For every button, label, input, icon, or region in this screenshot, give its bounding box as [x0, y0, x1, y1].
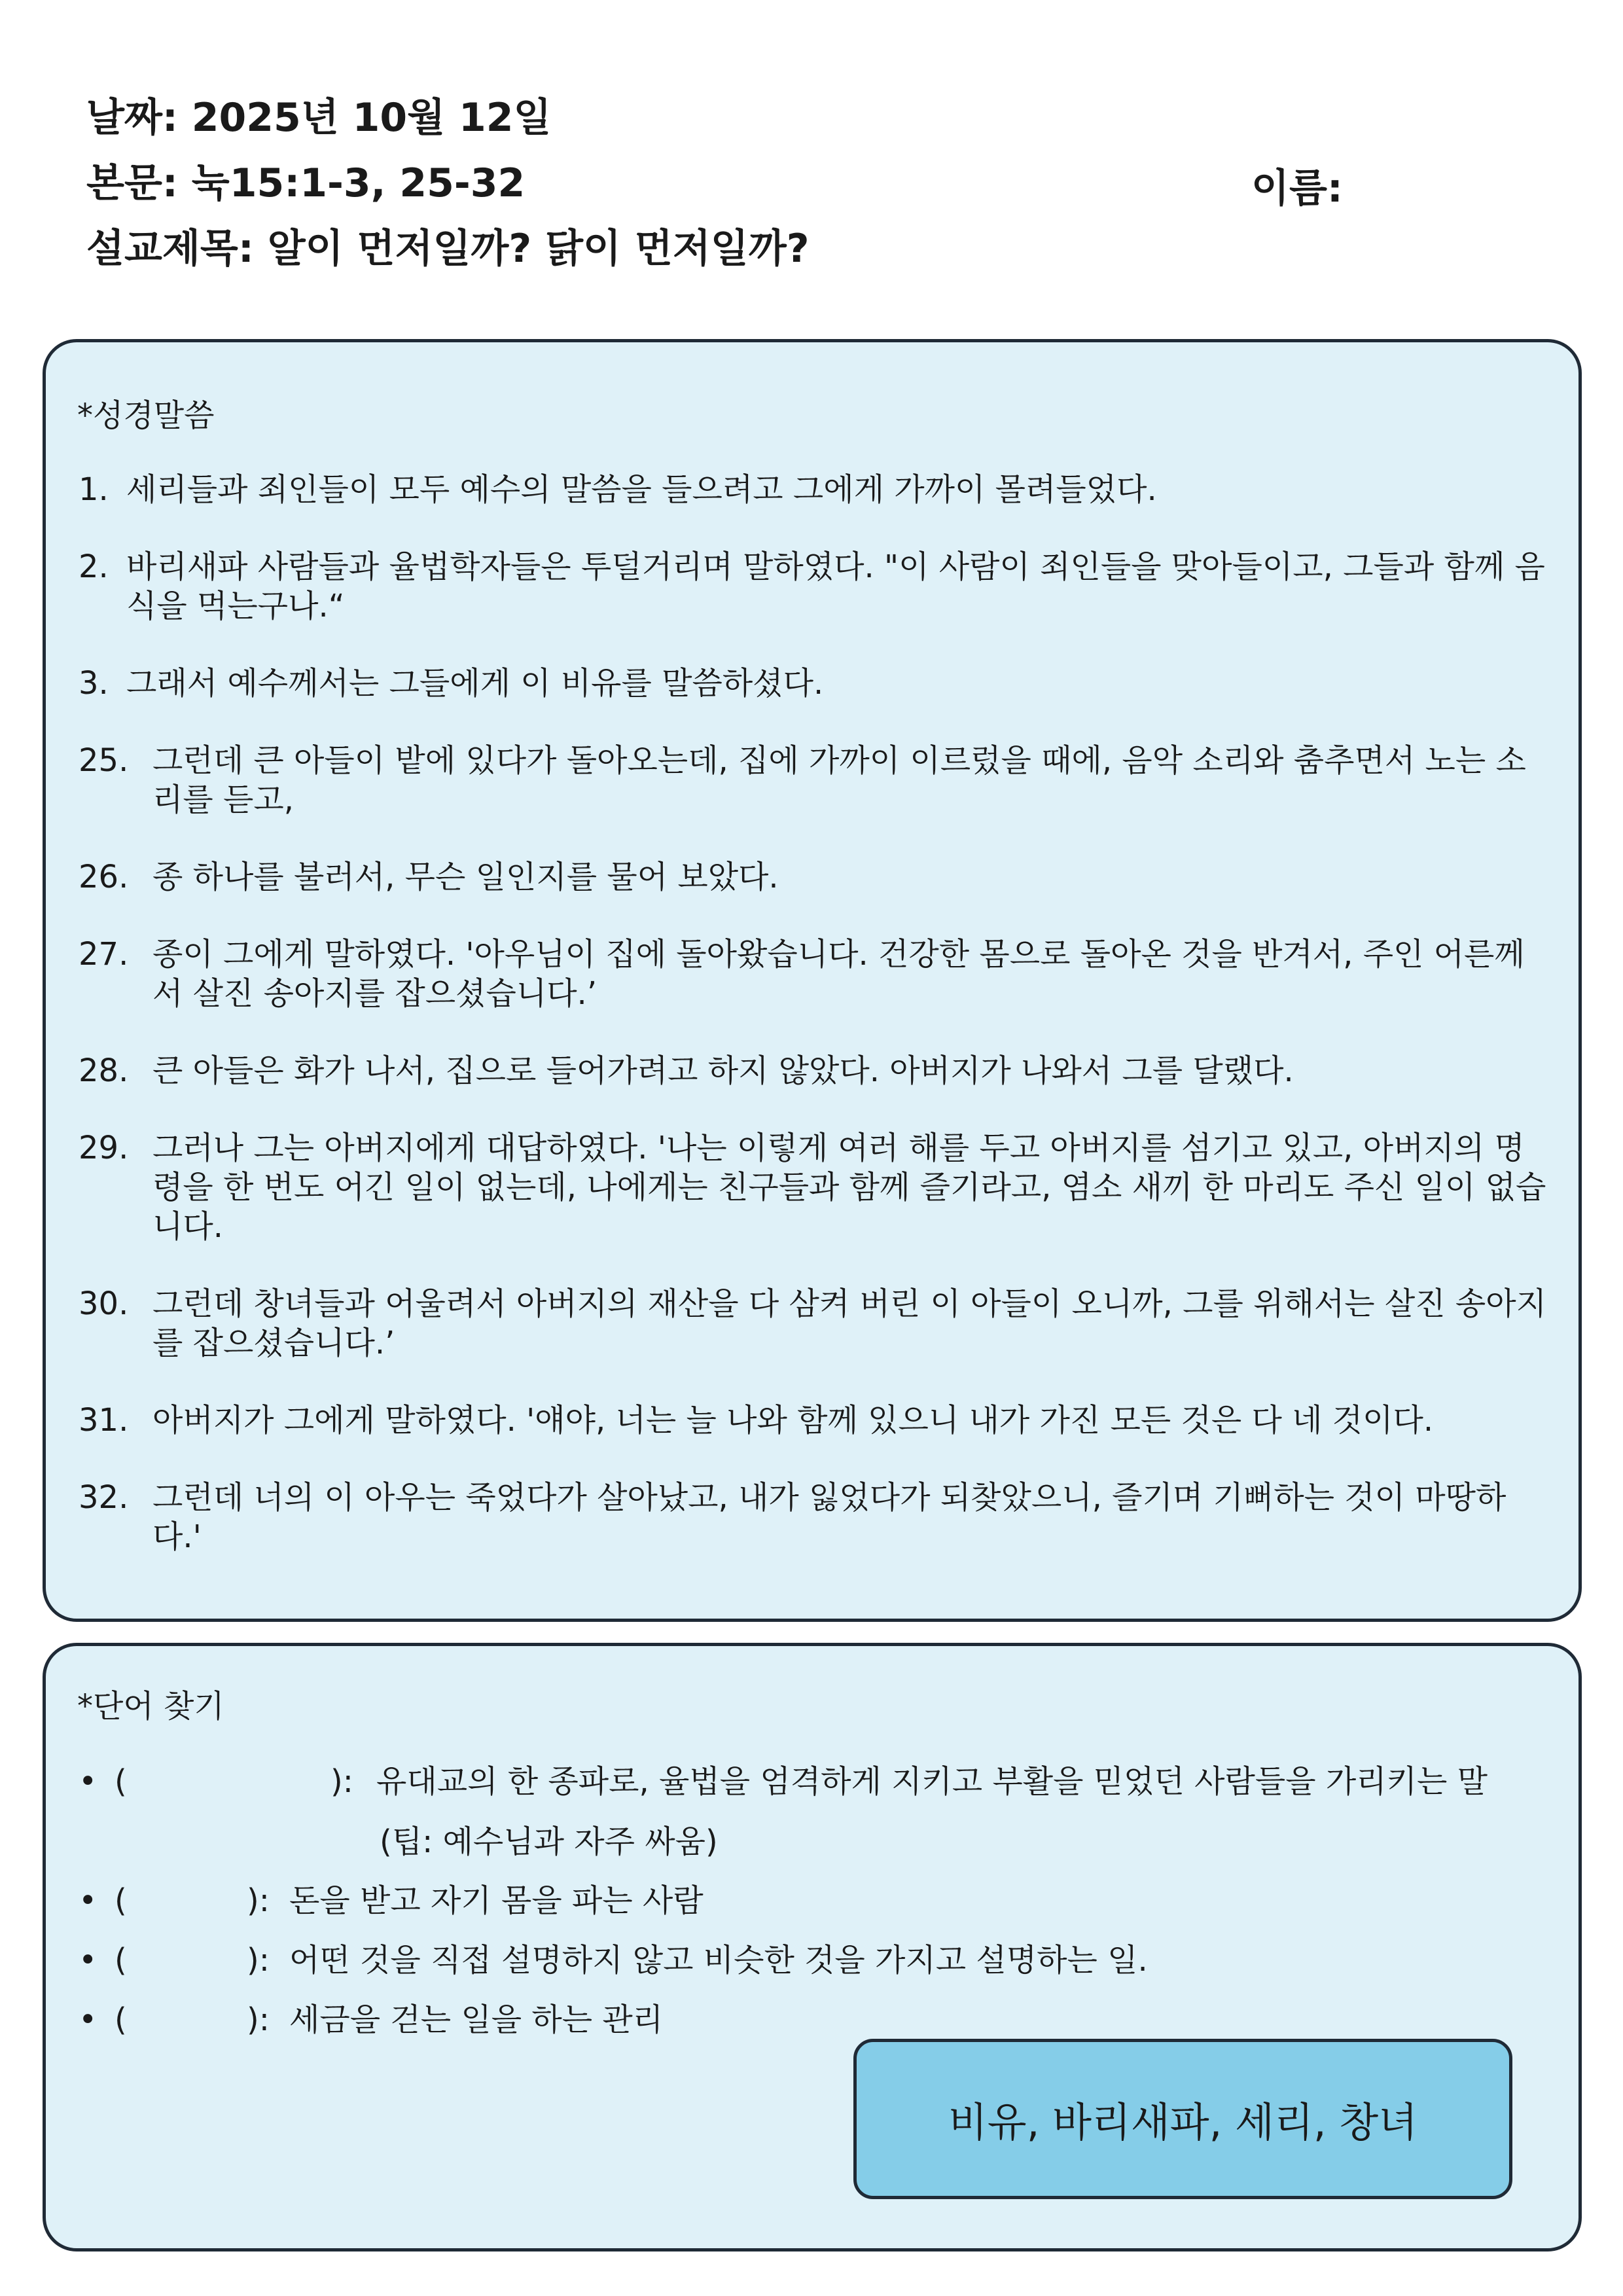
verse-item: [79, 664, 1551, 703]
bullet-icon: •: [79, 1942, 98, 1979]
verse-number: 2.: [79, 548, 109, 585]
vocab-item: [79, 1941, 1558, 1980]
date-line: 날짜: 2025년 10월 12일: [86, 95, 552, 141]
vocab-item: [79, 1881, 1558, 1920]
blank-open-paren: (: [115, 1763, 127, 1800]
blank-close-paren: ):: [247, 2001, 270, 2038]
word-bank: [853, 2039, 1512, 2199]
verse-number: 30.: [79, 1285, 129, 1322]
verse-item: [79, 1284, 1551, 1363]
blank-close-paren: ):: [330, 1763, 353, 1800]
verse-number: 1.: [79, 471, 109, 508]
verse-text: 그래서 예수께서는 그들에게 이 비유를 말씀하셨다.: [126, 665, 824, 702]
verse-text: 그런데 창녀들과 어울려서 아버지의 재산을 다 삼켜 버린 이 아들이 오니까, 그를 위해서는 살진 송아지를 잡으셨습니다.’: [152, 1285, 1546, 1361]
scripture-box: [43, 339, 1582, 1622]
verse-list: [79, 470, 1551, 1594]
name-label: 이름:: [1251, 166, 1343, 211]
verse-item: [79, 741, 1551, 819]
passage-line: 본문: 눅15:1-3, 25-32: [86, 160, 526, 206]
blank-open-paren: (: [115, 1882, 127, 1919]
verse-number: 28.: [79, 1052, 129, 1089]
vocab-box: [43, 1643, 1582, 2251]
sermon-title-line: 설교제목: 알이 먼저일까? 닭이 먼저일까?: [86, 226, 810, 272]
blank-close-paren: ):: [247, 1942, 270, 1979]
vocab-item: [79, 1762, 1558, 1861]
verse-item: [79, 857, 1551, 897]
verse-number: 25.: [79, 742, 129, 779]
blank-open-paren: (: [115, 1942, 127, 1979]
scripture-section-title: *성경말씀: [77, 397, 215, 434]
vocab-definition: 돈을 받고 자기 몸을 파는 사람: [289, 1882, 704, 1919]
verse-number: 32.: [79, 1479, 129, 1516]
verse-text: 큰 아들은 화가 나서, 집으로 들어가려고 하지 않았다. 아버지가 나와서 그를 달랬다.: [152, 1052, 1294, 1089]
verse-text: 세리들과 죄인들이 모두 예수의 말씀을 들으려고 그에게 가까이 몰려들었다.: [126, 471, 1157, 508]
verse-item: [79, 1401, 1551, 1440]
blank-close-paren: ):: [247, 1882, 270, 1919]
verse-text: 바리새파 사람들과 율법학자들은 투덜거리며 말하였다. "이 사람이 죄인들을 맞아들이고, 그들과 함께 음식을 먹는구나.“: [126, 548, 1545, 624]
vocab-list: [79, 1762, 1558, 2060]
worksheet-header: [86, 95, 810, 295]
verse-number: 29.: [79, 1130, 129, 1166]
vocab-definition: 유대교의 한 종파로, 율법을 엄격하게 지키고 부활을 믿었던 사람들을 가리키는 말: [376, 1763, 1488, 1800]
vocab-section-title: *단어 찾기: [77, 1688, 224, 1725]
vocab-tip: (팁: 예수님과 자주 싸움): [380, 1823, 718, 1860]
blank-open-paren: (: [115, 2001, 127, 2038]
verse-item: [79, 935, 1551, 1013]
vocab-item: [79, 2000, 1558, 2039]
verse-item: [79, 1051, 1551, 1090]
bullet-icon: •: [79, 1763, 98, 1800]
word-bank-text: 비유, 바리새파, 세리, 창녀: [948, 2098, 1418, 2146]
verse-item: [79, 1128, 1551, 1246]
verse-text: 그러나 그는 아버지에게 대답하였다. '나는 이렇게 여러 해를 두고 아버지를 섬기고 있고, 아버지의 명령을 한 번도 어긴 일이 없는데, 나에게는 친구들과 함께 즐기라고, 염소 새끼 한 마리도 주신 일이 없습니다.: [152, 1130, 1546, 1245]
verse-text: 아버지가 그에게 말하였다. '얘야, 너는 늘 나와 함께 있으니 내가 가진 모든 것은 다 네 것이다.: [152, 1402, 1434, 1439]
verse-number: 27.: [79, 936, 129, 973]
verse-text: 그런데 너의 이 아우는 죽었다가 살아났고, 내가 잃었다가 되찾았으니, 즐기며 기뻐하는 것이 마땅하다.': [152, 1479, 1507, 1555]
verse-text: 그런데 큰 아들이 밭에 있다가 돌아오는데, 집에 가까이 이르렀을 때에, 음악 소리와 춤추면서 노는 소리를 듣고,: [152, 742, 1526, 818]
verse-number: 26.: [79, 859, 129, 895]
verse-text: 종이 그에게 말하였다. '아우님이 집에 돌아왔습니다. 건강한 몸으로 돌아온 것을 반겨서, 주인 어른께서 살진 송아지를 잡으셨습니다.’: [152, 936, 1525, 1012]
verse-text: 종 하나를 불러서, 무슨 일인지를 물어 보았다.: [152, 859, 779, 895]
bullet-icon: •: [79, 2001, 98, 2038]
vocab-definition: 어떤 것을 직접 설명하지 않고 비슷한 것을 가지고 설명하는 일.: [289, 1942, 1148, 1979]
verse-number: 3.: [79, 665, 109, 702]
vocab-definition: 세금을 걷는 일을 하는 관리: [289, 2001, 664, 2038]
verse-item: [79, 547, 1551, 626]
verse-number: 31.: [79, 1402, 129, 1439]
verse-item: [79, 1478, 1551, 1556]
verse-item: [79, 470, 1551, 509]
bullet-icon: •: [79, 1882, 98, 1919]
